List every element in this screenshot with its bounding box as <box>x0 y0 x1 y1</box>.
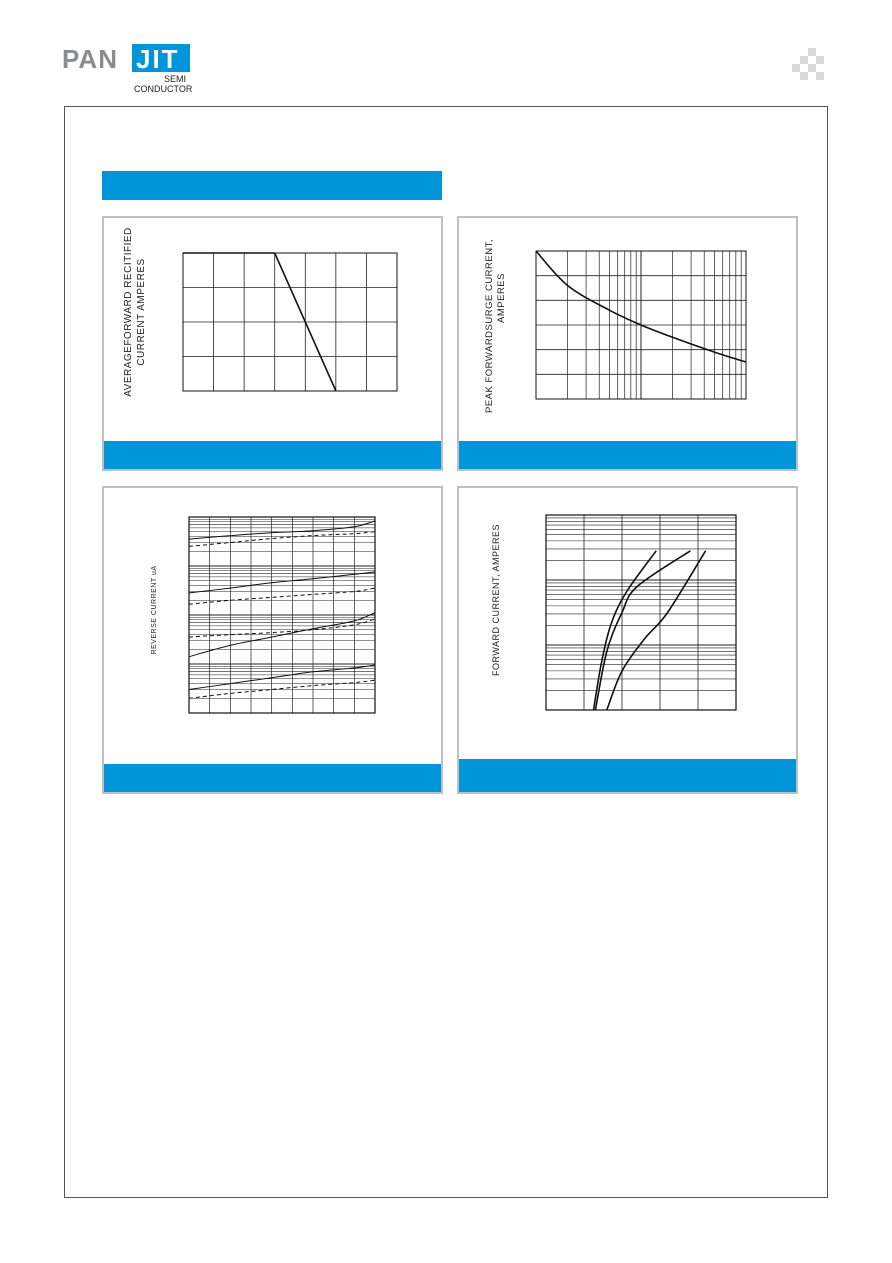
logo-text-jit: JIT <box>136 44 180 74</box>
y-axis-label-line-2: CURRENT AMPERES <box>136 258 147 366</box>
y-axis-label-line-2: AMPERES <box>496 273 507 323</box>
panel-footer-bar <box>104 441 441 469</box>
series-line <box>189 572 375 593</box>
series-line <box>594 551 657 710</box>
chart-panel-derating <box>102 216 443 471</box>
series-line <box>189 588 375 604</box>
plot-frame <box>546 515 736 710</box>
y-axis-label-line-1: AVERAGEFORWARD RECITIFIED <box>123 227 134 397</box>
chart-panel-reverse-current <box>102 486 443 794</box>
chart-reverse-current <box>104 488 441 792</box>
series-line <box>189 680 375 698</box>
section-header-bar <box>102 171 442 200</box>
panjit-logo <box>62 40 202 96</box>
panel-footer-bar <box>459 759 796 792</box>
y-axis-label: FORWARD CURRENT, AMPERES <box>491 523 501 677</box>
chart-panel-forward-current <box>457 486 798 794</box>
y-axis-label: REVERSE CURRENT uA <box>151 565 158 655</box>
logo-text-pan: PAN <box>62 44 118 74</box>
chart-derating <box>104 218 441 469</box>
decorative-checker-icon <box>788 48 828 80</box>
y-axis-label-line-1: PEAK FORWARDSURGE CURRENT, <box>484 239 495 413</box>
panel-footer-bar <box>459 441 796 469</box>
logo-text-semi: SEMI <box>164 74 187 84</box>
chart-surge <box>459 218 796 469</box>
chart-panel-surge <box>457 216 798 471</box>
panel-footer-bar <box>104 764 441 792</box>
series-line <box>189 532 375 547</box>
chart-forward-current <box>459 488 796 792</box>
logo-text-conductor: CONDUCTOR <box>134 84 193 94</box>
